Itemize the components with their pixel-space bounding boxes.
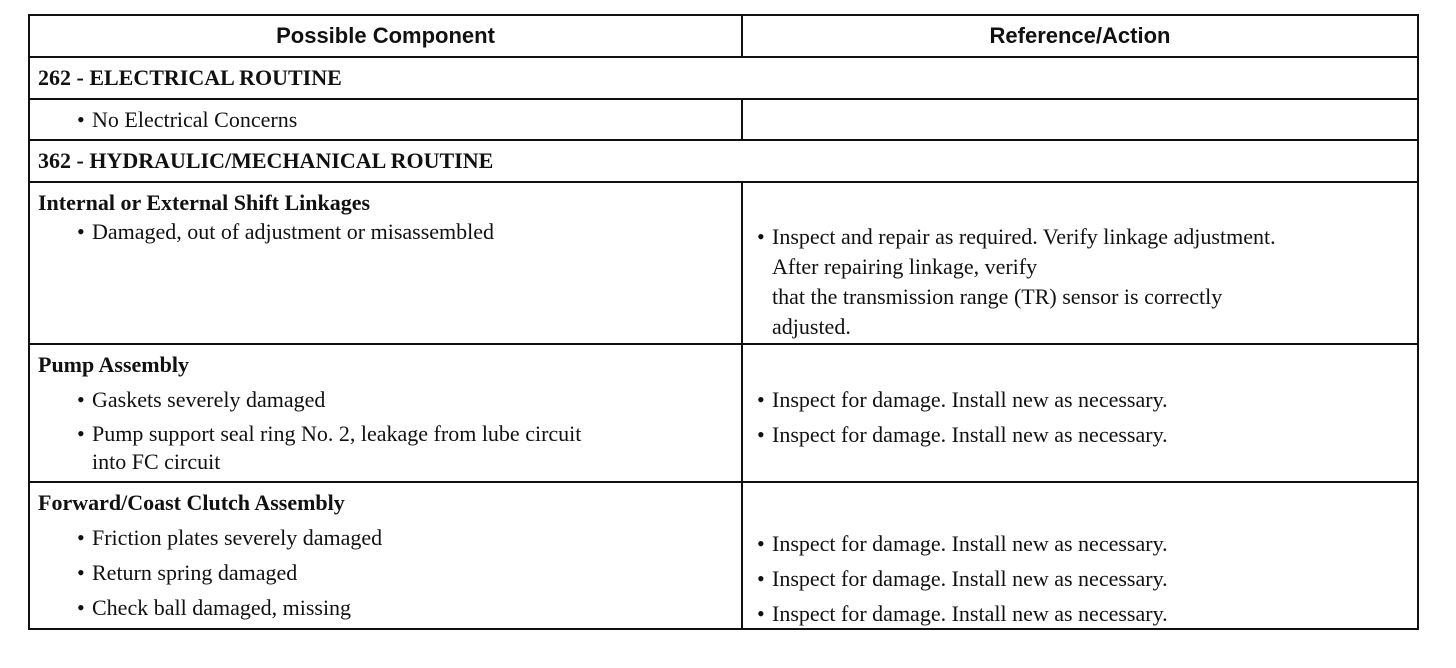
bullet-glyph: •	[757, 531, 765, 556]
bullet-glyph: •	[77, 219, 85, 244]
list-item	[30, 523, 741, 552]
section-title: 362 - HYDRAULIC/MECHANICAL ROUTINE	[29, 140, 1418, 182]
action-text: Inspect for damage. Install new as necessary.	[772, 566, 1168, 591]
component-text: Check ball damaged, missing	[92, 595, 352, 620]
group-linkages-row	[29, 182, 1418, 344]
bullet-glyph: •	[757, 387, 765, 412]
bullet-glyph: •	[757, 422, 765, 447]
group-clutch-row	[29, 482, 1418, 629]
component-text: Return spring damaged	[92, 560, 298, 585]
header-action: Reference/Action	[742, 15, 1418, 57]
action-cell	[742, 99, 1418, 140]
component-text: into FC circuit	[92, 449, 221, 474]
action-cell	[742, 482, 1418, 629]
list-item	[30, 593, 741, 622]
bullet-glyph: •	[757, 224, 765, 249]
component-cell	[29, 99, 742, 140]
component-text: No Electrical Concerns	[92, 107, 298, 132]
bullet-glyph: •	[77, 107, 85, 132]
list-item	[743, 599, 1417, 628]
list-item	[30, 558, 741, 587]
component-cell	[29, 344, 742, 482]
group-title: Internal or External Shift Linkages	[38, 190, 371, 215]
list-item	[743, 222, 1417, 342]
component-cell	[29, 182, 742, 344]
action-line: that the transmission range (TR) sensor is correctly	[772, 284, 1223, 309]
component-text: Pump support seal ring No. 2, leakage from lube circuit	[92, 421, 582, 446]
group-pump-row	[29, 344, 1418, 482]
bullet-glyph: •	[77, 595, 85, 620]
diagnostic-table	[28, 14, 1419, 630]
list-item	[30, 217, 741, 246]
header-row	[29, 15, 1418, 57]
action-text: Inspect for damage. Install new as necessary.	[772, 387, 1168, 412]
bullet-glyph: •	[77, 525, 85, 550]
bullet-glyph: •	[77, 387, 85, 412]
table-row	[29, 99, 1418, 140]
action-text: Inspect for damage. Install new as necessary.	[772, 531, 1168, 556]
action-cell	[742, 182, 1418, 344]
group-title: Forward/Coast Clutch Assembly	[38, 490, 345, 515]
list-item	[743, 420, 1417, 449]
component-text: Gaskets severely damaged	[92, 387, 326, 412]
section-electrical-row	[29, 57, 1418, 99]
action-cell	[742, 344, 1418, 482]
section-title: 262 - ELECTRICAL ROUTINE	[29, 57, 1418, 99]
list-item	[743, 529, 1417, 558]
component-text: Friction plates severely damaged	[92, 525, 383, 550]
list-item	[30, 385, 741, 414]
bullet-glyph: •	[757, 566, 765, 591]
action-line: After repairing linkage, verify	[772, 254, 1038, 279]
action-text: Inspect for damage. Install new as necessary.	[772, 422, 1168, 447]
component-cell	[29, 482, 742, 629]
list-item	[743, 385, 1417, 414]
component-text: Damaged, out of adjustment or misassembled	[92, 219, 495, 244]
bullet-glyph: •	[757, 601, 765, 626]
section-hydraulic-row	[29, 140, 1418, 182]
group-title: Pump Assembly	[38, 352, 189, 377]
list-item	[743, 564, 1417, 593]
bullet-glyph: •	[77, 560, 85, 585]
list-item	[30, 100, 741, 139]
bullet-glyph: •	[77, 421, 85, 446]
header-component: Possible Component	[29, 15, 742, 57]
action-text: Inspect for damage. Install new as necessary.	[772, 601, 1168, 626]
action-line: adjusted.	[772, 314, 851, 339]
action-line: Inspect and repair as required. Verify linkage adjustment.	[772, 224, 1276, 249]
list-item	[30, 420, 741, 476]
